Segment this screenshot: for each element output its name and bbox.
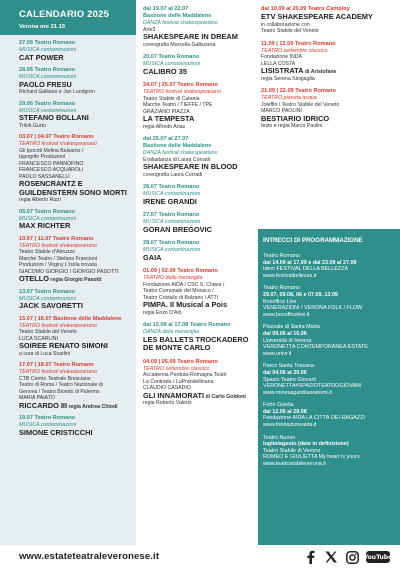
event-date: 27.06 Teatro Romano [19,40,76,46]
event-detail: Ippogrifo Produzioni [19,154,66,160]
event-credit: Richard Galliano e Jan Lundgren [19,89,95,95]
event-title-text: LA TEMPESTA [143,114,195,123]
event-detail: Marche Teatro / Stefano Francioni [19,255,98,262]
event-date: 19.07 Teatro Romano [19,415,76,421]
event-title [19,180,132,197]
event-credit: regia Roberto Valerio [143,400,192,406]
event-detail: Fondazione AIDA / CSC S. Chiara / [143,281,225,288]
event-detail: Arte3 [143,26,156,33]
venue-dates: dal 12.06 al 28.08 [263,408,307,415]
event-title-text: GLI INNAMORATI [143,390,205,400]
intrecci-venue [258,402,400,428]
event-title [19,402,132,411]
event-item [138,82,260,130]
event-date: 24.07 | 25.07 Teatro Romano [143,82,218,88]
event-date: 26.07 Teatro Romano [143,184,200,190]
event-title [261,115,397,124]
event-detail: Teatro Cristallo di Bolzano / ATTI [143,294,219,301]
event-credit: a cura di Luca Scarlini [19,350,71,357]
event-date: 01.09 | 02.09 Teatro Romano [143,268,218,274]
page-subtitle: Verona ore 21.15 [0,22,136,35]
event-detail: MUSICA contaminazioni [19,422,77,428]
event-list-2 [138,6,260,407]
event-title-suffix: regia Andrea Chiodi [67,403,118,410]
venue-url[interactable]: www.fondazioneaida.it [263,422,317,429]
website-link[interactable]: www.estateteatraleveronese.it [19,551,160,562]
event-detail: FRANCESCO ACQUAROLI [19,167,84,173]
social-links [303,550,393,564]
event-date: 21.09 | 22.09 Teatro Romano [261,88,336,94]
event-title-text: GAIA [143,252,162,262]
event-item [258,41,400,83]
venue-url[interactable]: www.univr.it [263,350,292,357]
event-detail: Teatro Comunale del Monaco / [143,288,214,294]
event-date: dal 19.07 al 22.07 [143,6,189,12]
venue-name: Teatro Romano [263,253,300,259]
event-title [143,68,258,77]
event-date: 15.07 | 16.07 Bastione delle Maddalene [19,315,122,322]
event-detail: PAOLO SASSANELLI [19,173,70,180]
calendar-column-3 [258,0,400,130]
event-credit: in collaborazione con [261,21,310,28]
event-detail: Genova / Teatro Biondo di Palermo [19,388,100,395]
event-detail: TEATRO settembre classico [261,47,328,54]
event-date: 28.06 Teatro Romano [19,67,76,73]
event-detail: DANZA festival shakespeariano [143,150,218,156]
event-item [138,268,260,316]
event-detail: TEATRO festival shakespeariano [19,369,97,375]
venue-url[interactable]: www.minesaganblaoratorni.it [263,389,332,396]
event-credit: testo e regia Marco Paolini [261,123,323,129]
event-detail: Gli Ipocriti Melina Balsamo / [19,147,84,154]
event-detail: MUSICA contaminazioni [143,219,201,225]
venue-url[interactable]: www.teatrostabileverona.it [263,461,326,468]
event-title [19,81,132,90]
venue-name: Piazzale di Santa Marta [263,324,320,331]
event-item [0,289,136,311]
event-title [19,114,132,123]
event-item [138,136,260,178]
calendar-column-2 [138,0,260,407]
venue-description: Boxoffice Live VENERAZIONI / VERONA FOLK / FLOW [263,298,363,312]
event-detail: TEATRO festival shakespeariano [19,141,97,147]
event-title-text: PIMPA. Il Musical a Pois [143,300,228,309]
event-detail: MARCO PAOLINI [261,108,302,114]
event-date: 05.07 Teatro Romano [19,208,76,215]
event-item [138,240,260,262]
event-item [0,40,136,62]
venue-description: Teatro Stabile di Verona ROMEO E GIULIETTA My heart is yours [263,447,360,461]
event-detail: MUSICA contaminazioni [143,61,201,67]
intrecci-venue [258,363,400,396]
event-title-text: MAX RICHTER [19,221,71,230]
event-detail: LELLA COSTA [261,60,296,67]
event-detail: MUSICA contaminazioni [19,47,77,53]
event-title-text: SHAKESPEARE IN DREAM [143,32,238,41]
event-list-1 [0,40,136,437]
event-title [143,33,258,42]
event-title [143,226,258,235]
venue-description: Idem FESTIVAL DELLA BELLEZZA [263,266,349,273]
intrecci-title: INTRECCI DI PROGRAMMAZIONE [263,237,363,244]
event-detail: Bastione delle Maddalene [143,143,212,149]
event-date: 20.07 Teatro Romano [143,54,200,60]
event-title [143,392,258,401]
event-credit: regia Alfredo Arias [143,123,186,130]
event-detail: CLAUDIO CASADIO [143,385,191,391]
x-icon[interactable] [324,550,338,564]
venue-name: Forte Gisella [263,402,294,409]
event-title [19,222,132,231]
event-detail: TEATRO festival shakespeariano [143,89,221,95]
event-detail: LUCA SCARLINI [19,335,58,342]
event-detail: Fondazione INDA [261,54,302,60]
venue-url[interactable]: www.festivalbellezza.it [263,272,317,279]
event-item [0,209,136,231]
event-item [0,362,136,410]
event-credit: regia Alberto Rizzi [19,197,61,203]
intrecci-venue [258,324,400,357]
event-title-text: PAOLO FRESU [19,79,72,89]
event-date: 28.07 Teatro Romano [143,240,200,246]
page-title: CALENDARIO 2025 [0,0,136,22]
event-title-text: JACK SAVORETTI [19,301,83,310]
event-date: 04.09 | 05.09 Teatro Romano [143,358,218,365]
event-item [138,322,260,353]
event-title-text: SOIREE RENATO SIMONI [19,341,108,350]
event-credit: coreografia Marcella Galbusera [143,41,216,48]
event-detail: Ersiliadanza di Laura Corradi [143,156,210,163]
event-detail: Teatro Stabile di Catania [143,95,200,102]
instagram-icon[interactable] [345,550,359,564]
event-title-text: STEFANO BOLLANI [19,113,89,122]
event-date: 10.07 | 11.07 Teatro Romano [19,235,94,242]
event-detail: MUSICA contaminazioni [143,247,201,253]
event-date: 11.09 | 12.09 Teatro Romano [261,40,336,47]
event-detail: MUSICA contaminazioni [19,107,77,114]
event-item [138,212,260,234]
footer [0,545,400,570]
event-title-suffix: di Carlo Goldoni [204,393,246,400]
venue-dates: dal 09.06 al 16.06 [263,330,307,337]
event-title-text: ETV SHAKESPEARE ACADEMY [261,12,373,21]
event-detail: MUSICA contaminazioni [19,295,77,302]
event-item [258,6,400,35]
venue-name: Teatro Romano [263,285,300,292]
event-title [143,336,258,353]
event-item [138,359,260,407]
event-item [0,101,136,130]
event-title [143,115,258,124]
event-detail: Accademia Perduta-Romagna Teatri [143,372,227,378]
event-title-text: IRENE GRANDI [143,196,197,206]
event-item [0,316,136,358]
event-title-text: CAT POWER [19,52,64,62]
event-list-3 [258,6,400,130]
event-detail: TEATRO festival shakespeariano [19,242,97,249]
venue-dates: dal 04.06 al 29.06 [263,369,307,376]
event-item [0,415,136,437]
event-detail: La Contrada / LuPrandellinana [143,378,214,385]
event-date: dal 10.09 al 20.09 Teatro Camploy [261,6,350,12]
event-date: 03.07 | 04.07 Teatro Romano [19,134,94,140]
event-date: 27.07 Teatro Romano [143,212,200,218]
venue-dates: dal 14.09 al 17.09 e dal 23.09 al 27.09 [263,259,357,266]
event-detail: MARIA PAIATO [19,395,55,401]
event-date: dal 12.08 al 17.08 Teatro Romano [143,322,231,328]
venue-description: Fondazione AIDA LA CITTÀ DEI RAGAZZI [263,415,365,422]
event-date: dal 25.07 al 27.07 [143,136,189,142]
event-title [19,54,132,63]
event-title-suffix: di Aristofane [303,69,337,75]
event-detail: CTB Centro Teatrale Bresciano [19,375,91,382]
event-title-text: SIMONE CRISTICCHI [19,427,93,437]
event-item [0,134,136,204]
venue-description: Università di Verona VERONETTA CONTEMPORANEA ESTATE [263,337,368,351]
event-title [143,301,258,310]
intrecci-panel [258,229,400,545]
event-detail: Produzioni / Virginy L'isola trovata [19,262,97,268]
event-title [19,275,132,284]
event-credit: regia Enzo D'Alò [143,309,182,316]
event-title-text: LES BALLETS TROCKADERO DE MONTE CARLO [143,334,249,352]
event-detail: DANZA festival shakespeariano [143,20,218,26]
event-detail: TEATRO della meraviglia [143,275,203,281]
event-title-text: CALIBRO 35 [143,66,187,76]
venue-url[interactable]: www.boxofficelive.it [263,311,310,318]
event-detail: Teatro di Roma / Teatro Nazionale di [19,382,103,388]
event-title [261,13,397,22]
event-date: 29.06 Teatro Romano [19,100,76,107]
event-credit: regia Serena Sinigaglia [261,75,315,82]
intrecci-venue [258,253,400,279]
event-detail: MUSICA contaminazioni [19,215,77,222]
venue-description: Spazio Teatro Giovani VERONETTA#SPAZIOTEATROGIOVANI [263,376,362,390]
event-title-text: BESTIARIO IDRICO [261,113,330,123]
event-item [138,6,260,48]
event-item [0,236,136,284]
event-detail: Teatro Stabile del Veneto [19,329,77,335]
event-title [143,254,258,263]
event-detail: TEATRO settembre classico [143,365,210,372]
intrecci-venue [258,285,400,318]
event-title [19,342,132,351]
event-item [138,54,260,76]
event-detail: GRAZIANO PIAZZA [143,108,190,115]
event-item [138,184,260,206]
event-date: 13.07 Teatro Romano [19,288,76,295]
event-item [258,88,400,130]
event-detail: Marche Teatro / TIEFFE / TPE [143,102,213,108]
event-title-suffix: regia Giorgio Pasotti [48,277,102,283]
venue-dates: luglio/agosto (date in definizione) [263,441,349,448]
event-title-text: SHAKESPEARE IN BLOOD [143,162,238,171]
venue-name: Teatro Nuovo [263,434,296,441]
event-detail: Bastione delle Maddalene [143,13,212,19]
event-title [261,67,397,76]
event-credit: Teatro Stabile del Veneto [261,28,319,34]
youtube-icon[interactable]: YouTube [366,551,390,563]
event-detail: MUSICA contaminazioni [143,191,201,197]
event-title-text: OTELLO [19,274,49,283]
event-title-text: RICCARDO III [19,400,68,410]
event-detail: Joleffin / Teatro Stabile del Veneto [261,101,340,108]
event-title-text: ROSENCRANTZ E GUILDENSTERN SONO MORTI [19,179,127,197]
intrecci-venue [258,435,400,468]
event-detail: DANZA della meraviglia [143,329,200,335]
event-item [0,67,136,96]
intrecci-venue-list [258,253,400,468]
event-date: 17.07 | 18.07 Teatro Romano [19,362,94,368]
event-title-text: GORAN BREGOVIC [143,224,212,234]
event-credit: coreografia Laura Corradi [143,171,203,178]
facebook-icon[interactable] [303,550,317,564]
venue-name: Parco Santa Toscana [263,363,315,370]
event-detail: GIACOMO GIORGIO / GIORGIO PASOTTI [19,268,119,275]
venue-dates: 29.07, 09.08, 06 e 07.09, 13.09 [263,291,338,298]
event-title [143,163,258,172]
calendar-column-1 [0,0,136,545]
event-detail: FRANCESCO PANNOFINO [19,160,84,167]
event-credit: Trilok Gurtu [19,122,46,129]
event-detail: Teatro Stabile d'Abruzzo [19,249,76,255]
event-title-text: LISISTRATA [261,66,304,75]
event-title [19,302,132,311]
event-detail: MUSICA contaminazioni [19,74,77,80]
event-title [143,198,258,207]
event-detail: TEATRO festival shakespeariano [19,322,97,329]
event-detail: TEATRO pianeta acqua [261,95,317,101]
event-title [19,429,132,438]
